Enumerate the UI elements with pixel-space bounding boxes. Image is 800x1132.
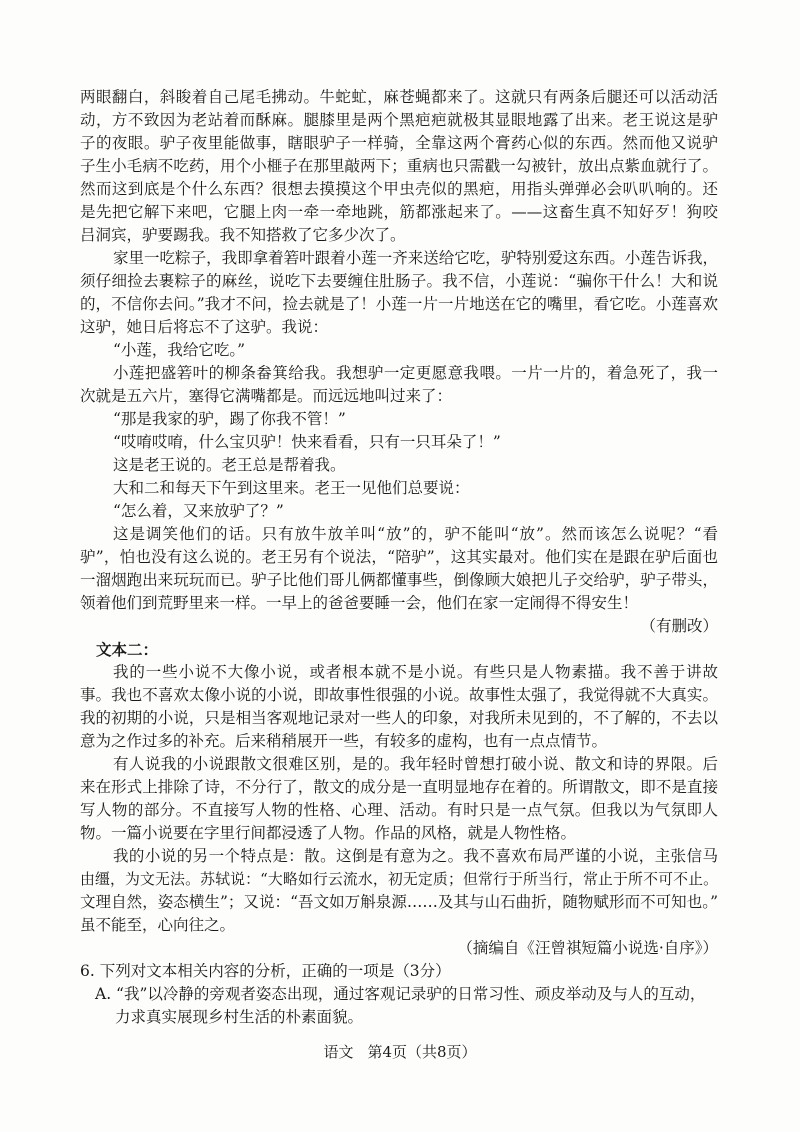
text-line: 写人物的部分。不直接写人物的性格、心理、活动。有时只是一点气氛。但我以为气氛即人 — [80, 801, 718, 819]
paragraph — [80, 454, 718, 477]
paragraph — [80, 523, 718, 615]
text-line: 子生小毛病不吃药，用个小榧子在那里敲两下；重病也只需戳一勾被针，放出点紫血就行了。 — [80, 157, 718, 175]
text-line: 我的一些小说不大像小说，或者根本就不是小说。有些只是人物素描。我不善于讲故 — [113, 663, 718, 681]
text-line: 我的小说的另一个特点是：散。这倒是有意为之。我不喜欢布局严谨的小说，主张信马 — [113, 847, 718, 865]
source-note: （有删改） — [640, 617, 718, 635]
paragraph — [80, 661, 718, 753]
text-line: “哎唷哎唷，什么宝贝驴！快来看看，只有一只耳朵了！” — [113, 433, 501, 451]
text-line: 我的初期的小说，只是相当客观地记录对一些人的印象，对我所未见到的，不了解的，不去以 — [80, 709, 718, 727]
page-footer — [0, 1041, 800, 1064]
paragraph — [80, 431, 718, 454]
option-a — [80, 983, 718, 1029]
text-line: 驴”，怕也没有这么说的。老王另有个说法，“陪驴”，这其实最对。他们实在是跟在驴后面也 — [80, 548, 718, 566]
paragraph — [80, 247, 718, 339]
paragraph — [80, 362, 718, 408]
text-line: “怎么着，又来放驴了？” — [113, 502, 284, 520]
text-line: 是先把它解下来吧，它腿上肉一牵一牵地跳，筋都涨起来了。——这畜生真不知好歹！狗咬 — [80, 203, 718, 221]
text-line: “那是我家的驴，踢了你我不管！” — [113, 410, 346, 428]
text-line: 的，不信你去问。”我才不问，捡去就是了！小莲一片一片地送在它的嘴里，看它吃。小莲喜欢 — [80, 295, 718, 313]
paragraph — [80, 845, 718, 937]
text-line: 吕洞宾，驴要踢我。我不知搭救了它多少次了。 — [80, 226, 406, 244]
text-line: 这是老王说的。老王总是帮着我。 — [113, 456, 346, 474]
text-line: 领着他们到荒野里来一样。一早上的爸爸要睡一会，他们在家一定闹得不得安生！ — [80, 594, 639, 612]
text-line: 由缰，为文无法。苏轼说：“大略如行云流水，初无定质；但常行于所当行，常止于所不可不止。 — [80, 870, 718, 888]
text-line: 小莲把盛箬叶的柳条畚箕给我。我想驴一定更愿意我喂。一片一片的，着急死了，我一 — [113, 364, 718, 382]
paragraph — [80, 408, 718, 431]
option-line: 力求真实展现乡村生活的朴素面貌。 — [115, 1008, 364, 1026]
footer-subject: 语文 — [323, 1043, 354, 1061]
text-line: 这驴，她日后将忘不了这驴。我说： — [80, 318, 329, 336]
paragraph — [80, 500, 718, 523]
text-line: 虽不能至，心向往之。 — [80, 916, 236, 934]
text-line: 一溜烟跑出来玩玩而已。驴子比他们哥儿俩都懂事些，倒像顾大娘把儿子交给驴，驴子带头， — [80, 571, 718, 589]
text-line: 大和二和每天下午到这里来。老王一见他们总要说： — [113, 479, 470, 497]
text-line: 次就是五六片，塞得它满嘴都是。而远远地叫过来了： — [80, 387, 453, 405]
text-line: 子的夜眼。驴子夜里能做事，瞎眼驴子一样骑，全靠这两个膏药心似的东西。然而他又说驴 — [80, 134, 718, 152]
text-line: 事。我也不喜欢太像小说的小说，即故事性很强的小说。故事性太强了，我觉得就不大真实。 — [80, 686, 718, 704]
footer-page-number: 第4页（共8页） — [367, 1043, 477, 1061]
paragraph — [80, 339, 718, 362]
text-line: 物。一篇小说要在字里行间都浸透了人物。作品的风格，就是人物性格。 — [80, 824, 577, 842]
text-line: 家里一吃粽子，我即拿着箬叶跟着小莲一齐来送给它吃，驴特别爱这东西。小莲告诉我， — [113, 249, 718, 267]
option-line: A. “我”以冷静的旁观者姿态出现，通过客观记录驴的日常习性、顽皮举动及与人的互动， — [95, 985, 706, 1003]
text-two — [80, 638, 718, 960]
text-line: 来在形式上排除了诗，不分行了，散文的成分是一直明显地存在着的。所谓散文，即不是直接 — [80, 778, 718, 796]
paragraph — [80, 753, 718, 845]
text-line: 须仔细捡去裹粽子的麻丝，说吃下去要缠住肚肠子。我不信，小莲说：“骗你干什么！大和说 — [80, 272, 718, 290]
question-6 — [80, 960, 718, 1029]
page-body — [80, 86, 718, 1029]
text-line: 文理自然，姿态横生”；又说：“吾文如万斛泉源……及其与山石曲折，随物赋形而不可知也。” — [80, 893, 718, 911]
text-line: 意为之作过多的补充。后来稍稍展开一些，有较多的虚构，也有一点点情节。 — [80, 732, 608, 750]
text-one — [80, 86, 718, 638]
text-line: 然而这到底是个什么东西？很想去摸摸这个甲虫壳似的黑疤，用指头弹弹必会叭叭响的。还 — [80, 180, 718, 198]
paragraph — [80, 477, 718, 500]
text-line: 有人说我的小说跟散文很难区别，是的。我年轻时曾想打破小说、散文和诗的界限。后 — [113, 755, 718, 773]
text-line: 两眼翻白，斜睃着自己尾毛拂动。牛蛇虻，麻苍蝇都来了。这就只有两条后腿还可以活动活 — [80, 88, 718, 106]
paragraph — [80, 86, 718, 247]
section-heading: 文本二： — [96, 640, 159, 659]
text-line: 动，方不致因为老站着而酥麻。腿膝里是两个黑疤疤就极其显眼地露了出来。老王说这是驴 — [80, 111, 718, 129]
question-stem: 6. 下列对文本相关内容的分析，正确的一项是（3分） — [80, 962, 451, 980]
text-line: 这是调笑他们的话。只有放牛放羊叫“放”的，驴不能叫“放”。然而该怎么说呢？“看 — [113, 525, 718, 543]
text-line: “小莲，我给它吃。” — [113, 341, 246, 359]
source-citation: （摘编自《汪曾祺短篇小说选·自序》） — [457, 939, 718, 957]
